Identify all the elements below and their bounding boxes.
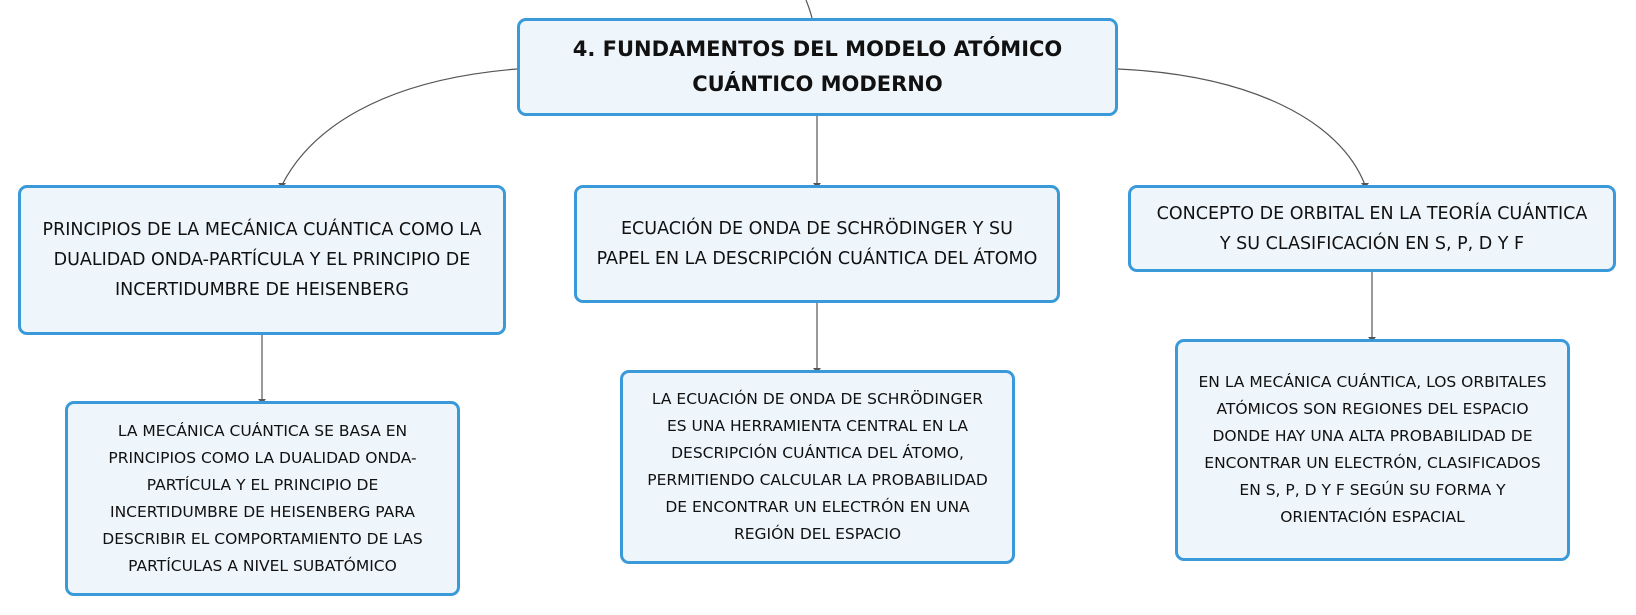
connector-root-to-right [1118,69,1365,185]
topic-schrodinger-equation-label: ECUACIÓN DE ONDA DE SCHRÖDINGER Y SU PAPEL EN LA DESCRIPCIÓN CUÁNTICA DEL ÁTOMO [596,219,1038,269]
subtopic-schrodinger-detail[interactable] [620,370,1015,564]
subtopic-orbital-detail[interactable] [1175,339,1570,561]
subtopic-orbital-text: EN LA MECÁNICA CUÁNTICA, LOS ORBITALES ATÓMICOS SON REGIONES DEL ESPACIO DONDE HAY UNA ALTA PROBABILIDAD DE ENCONTRAR UN ELECTRÓN, CLASIFICADOS EN S, P, D Y F SEGÚN SU FORMA Y ORIENTACIÓN ESPACIAL [1198,373,1547,526]
connector-root-to-left [282,69,517,185]
root-topic-node[interactable] [517,18,1118,116]
topic-orbital-concept-label: CONCEPTO DE ORBITAL EN LA TEORÍA CUÁNTICA Y SU CLASIFICACIÓN EN S, P, D Y F [1156,203,1588,254]
topic-quantum-principles[interactable] [18,185,506,335]
subtopic-schrodinger-text: LA ECUACIÓN DE ONDA DE SCHRÖDINGER ES UNA HERRAMIENTA CENTRAL EN LA DESCRIPCIÓN CUÁNTICA DEL ÁTOMO, PERMITIENDO CALCULAR LA PROBABILIDAD DE ENCONTRAR UN ELECTRÓN EN UNA REGIÓN DEL ESPACIO [647,390,988,543]
subtopic-quantum-principles-text: LA MECÁNICA CUÁNTICA SE BASA EN PRINCIPIOS COMO LA DUALIDAD ONDA- PARTÍCULA Y EL PRINCIPIO DE INCERTIDUMBRE DE HEISENBERG PARA DESCRIBIR EL COMPORTAMIENTO DE LAS PARTÍCULAS A NIVEL SUBATÓMICO [102,421,423,575]
topic-orbital-concept[interactable] [1128,185,1616,272]
root-topic-title: 4. FUNDAMENTOS DEL MODELO ATÓMICO CUÁNTICO MODERNO [572,37,1063,96]
topic-schrodinger-equation[interactable] [574,185,1060,303]
subtopic-quantum-principles-detail[interactable] [65,401,460,596]
topic-quantum-principles-label: PRINCIPIOS DE LA MECÁNICA CUÁNTICA COMO LA DUALIDAD ONDA-PARTÍCULA Y EL PRINCIPIO DE INCERTIDUMBRE DE HEISENBERG [42,220,482,300]
connector-incoming-top [806,0,812,18]
